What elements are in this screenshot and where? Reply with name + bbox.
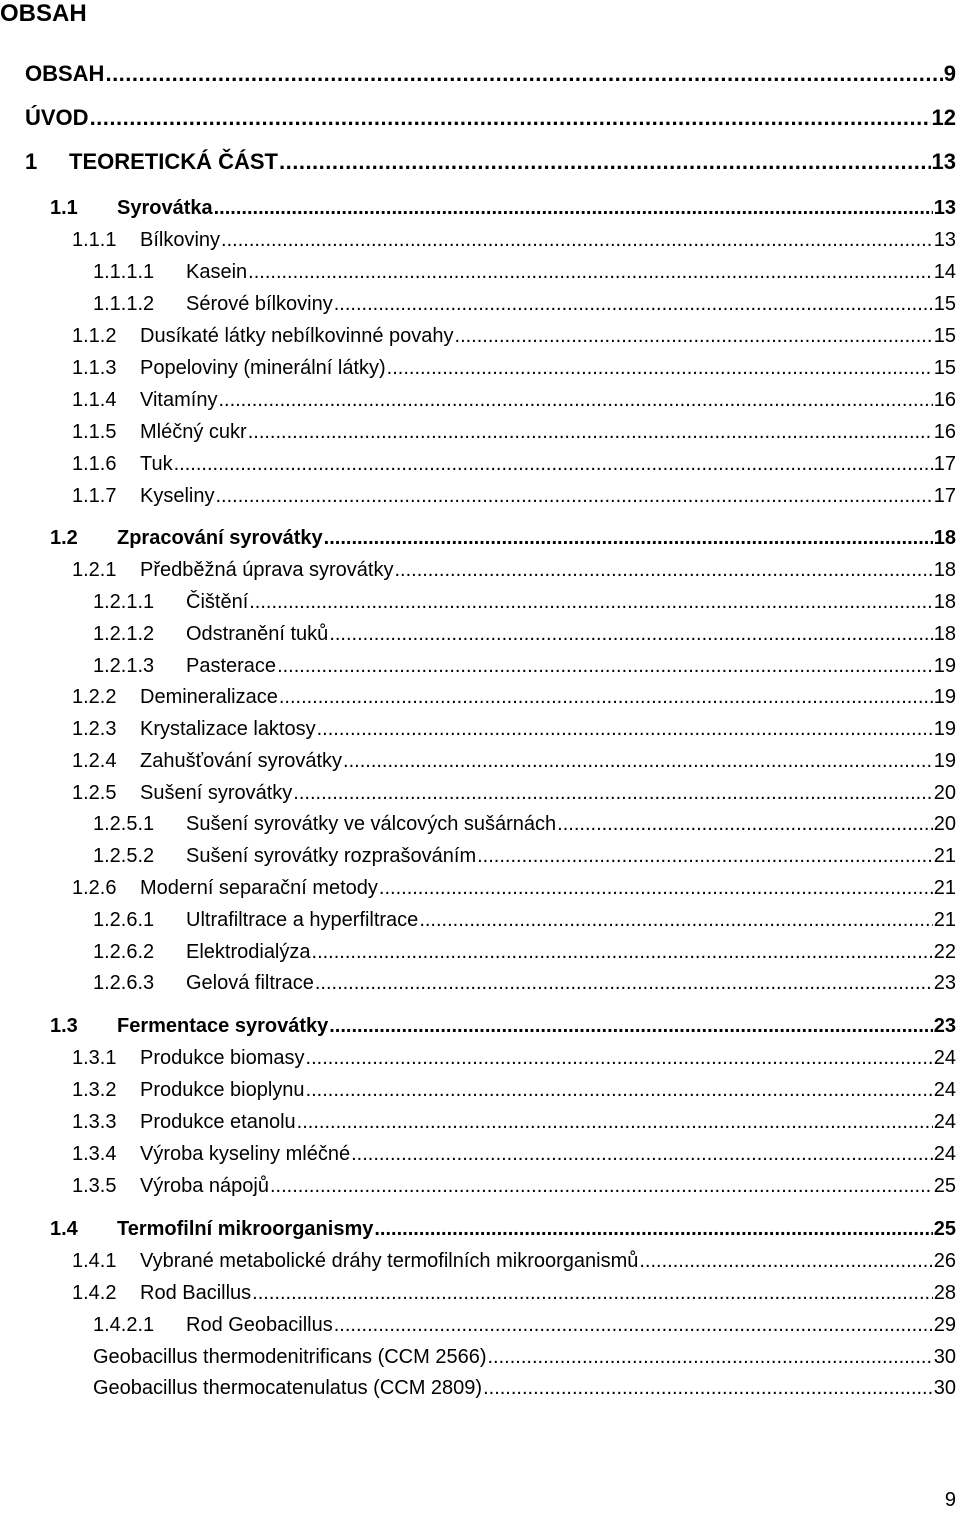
toc-entry[interactable]: [50, 1216, 956, 1242]
toc-entry-page: 26: [933, 1250, 956, 1272]
toc-entry[interactable]: [93, 939, 956, 965]
page-title: OBSAH: [0, 0, 87, 27]
toc-entry[interactable]: [93, 970, 956, 996]
toc-entry-page: 20: [933, 782, 956, 804]
dot-leader: [315, 970, 933, 996]
dot-leader: [379, 875, 933, 901]
dot-leader: [483, 1375, 933, 1401]
dot-leader: [279, 684, 933, 710]
toc-entry-title: Vybrané metabolické dráhy termofilních mikroorganismů: [140, 1250, 639, 1272]
toc-entry-page: 24: [933, 1111, 956, 1133]
toc-entry[interactable]: [72, 875, 956, 901]
toc-entry-page: 24: [933, 1143, 956, 1165]
toc-entry-title: Rod Geobacillus: [186, 1314, 333, 1336]
dot-leader: [218, 387, 932, 413]
toc-entry-number: 1.4: [50, 1218, 78, 1240]
toc-entry-number: 1.2.2: [72, 686, 117, 708]
toc-entry-title: Popeloviny (minerální látky): [140, 357, 386, 379]
toc-entry-number: 1.2.1.3: [93, 655, 155, 677]
toc-entry-title: Geobacillus thermodenitrificans (CCM 2566): [93, 1346, 487, 1368]
toc-entry[interactable]: [93, 843, 956, 869]
toc-entry-page: 25: [933, 1218, 956, 1240]
toc-entry-page: 28: [933, 1282, 956, 1304]
dot-leader: [419, 907, 932, 933]
toc-entry-page: 29: [933, 1314, 956, 1336]
toc-entry[interactable]: [72, 1077, 956, 1103]
toc-entry-page: 18: [933, 623, 956, 645]
toc-entry-page: 14: [933, 261, 956, 283]
dot-leader: [214, 195, 933, 221]
toc-entry[interactable]: [50, 1013, 956, 1039]
toc-entry[interactable]: [72, 1109, 956, 1135]
toc-entry-page: 23: [933, 972, 956, 994]
toc-entry-number: 1.3.1: [72, 1047, 117, 1069]
dot-leader: [293, 780, 932, 806]
toc-entry-number: 1.1: [50, 197, 78, 219]
toc-entry-page: 20: [933, 813, 956, 835]
toc-entry-page: 21: [933, 877, 956, 899]
toc-entry-title: Dusíkaté látky nebílkovinné povahy: [140, 325, 454, 347]
toc-entry-number: 1.2: [50, 527, 78, 549]
toc-entry[interactable]: [25, 104, 956, 132]
dot-leader: [215, 483, 932, 509]
toc-entry-page: 30: [933, 1346, 956, 1368]
toc-entry-page: 16: [933, 421, 956, 443]
toc-entry-number: 1.3.5: [72, 1175, 117, 1197]
toc-entry-page: 17: [933, 453, 956, 475]
toc-entry-page: 23: [933, 1015, 956, 1037]
dot-leader: [557, 811, 933, 837]
dot-leader: [455, 323, 933, 349]
toc-entry-page: 12: [931, 105, 956, 130]
toc-entry[interactable]: [72, 1248, 956, 1274]
toc-entry-page: 25: [933, 1175, 956, 1197]
toc-entry[interactable]: [25, 60, 956, 88]
toc-entry-page: 21: [933, 909, 956, 931]
toc-entry-number: 1.4.2: [72, 1282, 117, 1304]
dot-leader: [277, 653, 933, 679]
toc-entry-title: Gelová filtrace: [186, 972, 314, 994]
toc-entry[interactable]: [93, 621, 956, 647]
dot-leader: [174, 451, 933, 477]
toc-entry-number: 1.2.4: [72, 750, 117, 772]
toc-entry-page: 24: [933, 1047, 956, 1069]
toc-entry[interactable]: [72, 684, 956, 710]
toc-entry-number: 1.1.3: [72, 357, 117, 379]
toc-entry[interactable]: [93, 291, 956, 317]
dot-leader: [329, 621, 932, 647]
toc-entry-page: 18: [933, 591, 956, 613]
toc-entry-number: 1.2.6.2: [93, 941, 155, 963]
toc-entry-page: 15: [933, 357, 956, 379]
toc-entry-number: 1.3: [50, 1015, 78, 1037]
toc-entry[interactable]: [93, 1375, 956, 1401]
toc-entry-title: Sušení syrovátky rozprašováním: [186, 845, 477, 867]
toc-entry[interactable]: [25, 148, 956, 176]
toc-entry-number: 1.3.3: [72, 1111, 117, 1133]
toc-entry-number: 1.4.2.1: [93, 1314, 155, 1336]
toc-entry-page: 13: [933, 229, 956, 251]
toc-entry-title: Zpracování syrovátky: [117, 527, 323, 549]
toc-entry-title: Sušení syrovátky: [140, 782, 293, 804]
toc-entry-page: 17: [933, 485, 956, 507]
toc-entry-number: 1.3.4: [72, 1143, 117, 1165]
dot-leader: [221, 227, 933, 253]
toc-entry-number: 1.1.4: [72, 389, 117, 411]
toc-entry[interactable]: [93, 259, 956, 285]
dot-leader: [90, 104, 931, 132]
toc-entry-title: Moderní separační metody: [140, 877, 378, 899]
toc-entry-title: Elektrodialýza: [186, 941, 311, 963]
toc-entry-title: Fermentace syrovátky: [117, 1015, 329, 1037]
toc-entry[interactable]: [72, 483, 956, 509]
toc-entry-page: 24: [933, 1079, 956, 1101]
toc-entry-number: 1.1.1.1: [93, 261, 155, 283]
toc-entry[interactable]: [72, 1045, 956, 1071]
toc-entry-title: Geobacillus thermocatenulatus (CCM 2809): [93, 1377, 483, 1399]
dot-leader: [306, 1077, 933, 1103]
toc-entry[interactable]: [72, 716, 956, 742]
toc-entry-title: Rod Bacillus: [140, 1282, 252, 1304]
toc-entry-page: 19: [933, 686, 956, 708]
dot-leader: [343, 748, 933, 774]
dot-leader: [374, 1216, 932, 1242]
toc-entry-number: 1.2.3: [72, 718, 117, 740]
dot-leader: [351, 1141, 933, 1167]
dot-leader: [252, 1280, 933, 1306]
toc-entry-number: 1.4.1: [72, 1250, 117, 1272]
toc-entry-number: 1.3.2: [72, 1079, 117, 1101]
toc-entry-number: 1.2.6: [72, 877, 117, 899]
dot-leader: [488, 1344, 933, 1370]
toc-entry-title: Bílkoviny: [140, 229, 221, 251]
toc-entry[interactable]: [72, 1280, 956, 1306]
toc-entry-number: 1.1.2: [72, 325, 117, 347]
toc-entry-page: 16: [933, 389, 956, 411]
toc-entry[interactable]: [93, 1344, 956, 1370]
dot-leader: [334, 291, 933, 317]
toc-entry[interactable]: [93, 653, 956, 679]
toc-entry-number: 1: [25, 149, 38, 174]
toc-entry-title: Termofilní mikroorganismy: [117, 1218, 374, 1240]
toc-entry-page: 15: [933, 293, 956, 315]
dot-leader: [312, 939, 933, 965]
toc-entry-page: 21: [933, 845, 956, 867]
toc-entry-title: Kyseliny: [140, 485, 215, 507]
toc-entry-title: Tuk: [140, 453, 173, 475]
toc-entry-title: TEORETICKÁ ČÁST: [69, 149, 278, 174]
toc-entry-number: 1.2.1: [72, 559, 117, 581]
dot-leader: [334, 1312, 933, 1338]
toc-entry[interactable]: [50, 525, 956, 551]
dot-leader: [249, 589, 933, 615]
toc-entry-title: Výroba kyseliny mléčné: [140, 1143, 351, 1165]
dot-leader: [297, 1109, 933, 1135]
toc-entry-page: 18: [933, 527, 956, 549]
dot-leader: [248, 419, 933, 445]
toc-entry-number: 1.2.5.1: [93, 813, 155, 835]
toc-entry-page: 19: [933, 655, 956, 677]
toc-entry-title: Výroba nápojů: [140, 1175, 269, 1197]
dot-leader: [477, 843, 933, 869]
toc-entry-title: Čištění: [186, 591, 249, 613]
toc-entry-title: Vitamíny: [140, 389, 218, 411]
toc-entry-title: Produkce bioplynu: [140, 1079, 305, 1101]
toc-entry-page: 30: [933, 1377, 956, 1399]
toc-entry-title: Krystalizace laktosy: [140, 718, 316, 740]
toc-entry-number: 1.2.6.3: [93, 972, 155, 994]
dot-leader: [279, 148, 931, 176]
dot-leader: [105, 60, 942, 88]
dot-leader: [329, 1013, 933, 1039]
page-number: 9: [944, 1489, 956, 1511]
toc-entry-title: Předběžná úprava syrovátky: [140, 559, 394, 581]
toc-entry[interactable]: [72, 1173, 956, 1199]
toc-entry-number: 1.1.1: [72, 229, 117, 251]
toc-entry[interactable]: [72, 1141, 956, 1167]
toc-entry-title: OBSAH: [25, 61, 105, 86]
toc-entry-number: 1.1.6: [72, 453, 117, 475]
toc-entry-number: 1.2.1.2: [93, 623, 155, 645]
toc-entry-page: 18: [933, 559, 956, 581]
dot-leader: [270, 1173, 933, 1199]
toc-entry[interactable]: [72, 323, 956, 349]
toc-entry-title: Odstranění tuků: [186, 623, 329, 645]
toc-entry[interactable]: [93, 907, 956, 933]
dot-leader: [324, 525, 933, 551]
toc-entry-page: 22: [933, 941, 956, 963]
toc-entry-page: 13: [931, 149, 956, 174]
toc-entry-title: Produkce etanolu: [140, 1111, 296, 1133]
toc-entry-title: Mléčný cukr: [140, 421, 247, 443]
toc-entry-page: 13: [933, 197, 956, 219]
toc-entry-title: Syrovátka: [117, 197, 213, 219]
toc-entry-number: 1.2.6.1: [93, 909, 155, 931]
toc-entry[interactable]: [72, 387, 956, 413]
toc-entry[interactable]: [72, 451, 956, 477]
dot-leader: [387, 355, 933, 381]
toc-entry-page: 15: [933, 325, 956, 347]
toc-entry-number: 1.1.1.2: [93, 293, 155, 315]
toc-entry[interactable]: [93, 589, 956, 615]
dot-leader: [317, 716, 933, 742]
toc-entry[interactable]: [72, 227, 956, 253]
dot-leader: [394, 557, 932, 583]
toc-entry-number: 1.1.5: [72, 421, 117, 443]
toc-entry[interactable]: [50, 195, 956, 221]
toc-entry[interactable]: [72, 780, 956, 806]
toc-entry-title: Demineralizace: [140, 686, 278, 708]
dot-leader: [248, 259, 933, 285]
toc-entry-title: Sérové bílkoviny: [186, 293, 333, 315]
toc-entry-page: 19: [933, 718, 956, 740]
toc-entry-number: 1.2.5.2: [93, 845, 155, 867]
toc-entry-title: Sušení syrovátky ve válcových sušárnách: [186, 813, 557, 835]
toc-entry[interactable]: [72, 748, 956, 774]
toc-entry-number: 1.2.5: [72, 782, 117, 804]
toc-entry-title: ÚVOD: [25, 105, 89, 130]
toc-entry-title: Produkce biomasy: [140, 1047, 305, 1069]
toc-entry[interactable]: [93, 811, 956, 837]
toc-entry-title: Zahušťování syrovátky: [140, 750, 343, 772]
toc-entry-title: Ultrafiltrace a hyperfiltrace: [186, 909, 419, 931]
toc-entry[interactable]: [72, 355, 956, 381]
toc-entry-page: 19: [933, 750, 956, 772]
dot-leader: [306, 1045, 933, 1071]
toc-entry[interactable]: [72, 557, 956, 583]
toc-entry-page: 9: [943, 61, 956, 86]
toc-entry-title: Kasein: [186, 261, 248, 283]
toc-entry[interactable]: [72, 419, 956, 445]
toc-entry-number: 1.2.1.1: [93, 591, 155, 613]
toc-entry-title: Pasterace: [186, 655, 277, 677]
toc-entry-number: 1.1.7: [72, 485, 117, 507]
dot-leader: [639, 1248, 932, 1274]
toc-entry[interactable]: [93, 1312, 956, 1338]
